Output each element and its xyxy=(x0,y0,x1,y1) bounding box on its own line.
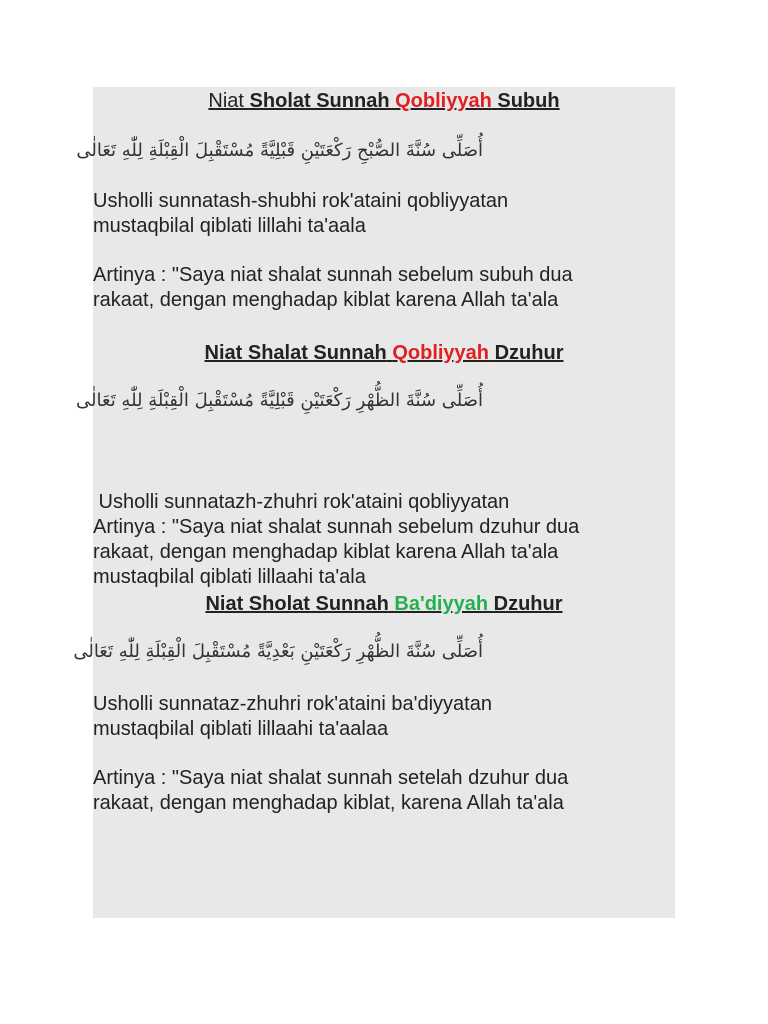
heading-highlight: Qobliyyah xyxy=(395,90,492,112)
arabic-niat-text: أُصَلِّى سُنَّةَ الصُّبْحِ رَكْعَتَيْنِ قَبْلِيَّةً مُسْتَقْبِلَ الْقِبْلَةِ لِلّٰهِ تَعَالٰى xyxy=(76,140,483,161)
text-line: mustaqbilal qiblati lillahi ta'aala xyxy=(93,215,366,237)
text-line: Usholli sunnatash-shubhi rok'ataini qobliyyatan xyxy=(93,190,509,212)
heading-title: Niat Shalat Sunnah xyxy=(204,342,387,364)
text-line: Usholli sunnatazh-zhuhri rok'ataini qobliyyatan xyxy=(93,491,510,513)
section-heading-subuh xyxy=(93,89,675,113)
heading-title: Sholat Sunnah xyxy=(249,90,390,112)
section-heading-dzuhur-badiyyah xyxy=(93,592,675,616)
heading-suffix: Dzuhur xyxy=(494,342,564,364)
heading-suffix: Subuh xyxy=(497,90,560,112)
heading-title: Niat Sholat Sunnah xyxy=(205,593,389,615)
text-line: rakaat, dengan menghadap kiblat, karena Allah ta'ala xyxy=(93,792,564,814)
document-page xyxy=(73,87,675,918)
arabic-niat-text: أُصَلِّى سُنَّةَ الظُّهْرِ رَكْعَتَيْنِ قَبْلِيَّةً مُسْتَقْبِلَ الْقِبْلَةِ لِلّٰهِ تَعَالٰى xyxy=(76,390,483,411)
translation-paragraph xyxy=(93,515,675,565)
arabic-niat-text: أُصَلِّى سُنَّةَ الظُّهْرِ رَكْعَتَيْنِ بَعْدِيَّةً مُسْتَقْبِلَ الْقِبْلَةِ لِلّٰهِ تَعَالٰى xyxy=(73,641,483,662)
translation-paragraph xyxy=(93,766,675,816)
text-line: Artinya : "Saya niat shalat sunnah sebelum dzuhur dua xyxy=(93,516,580,538)
heading-suffix: Dzuhur xyxy=(493,593,563,615)
text-line: mustaqbilal qiblati lillaahi ta'aalaa xyxy=(93,718,389,740)
translation-paragraph xyxy=(93,263,675,313)
heading-prefix: Niat xyxy=(208,90,244,112)
text-line: Artinya : "Saya niat shalat sunnah setelah dzuhur dua xyxy=(93,767,569,789)
text-line: Artinya : "Saya niat shalat sunnah sebelum subuh dua xyxy=(93,264,573,286)
text-line: rakaat, dengan menghadap kiblat karena Allah ta'ala xyxy=(93,289,559,311)
latin-transliteration xyxy=(93,189,675,239)
text-line: mustaqbilal qiblati lillaahi ta'ala xyxy=(93,566,366,588)
section-heading-dzuhur-qobliyyah xyxy=(93,341,675,365)
latin-transliteration xyxy=(93,692,675,742)
heading-highlight: Ba'diyyah xyxy=(394,593,489,615)
text-line: rakaat, dengan menghadap kiblat karena Allah ta'ala xyxy=(93,541,559,563)
text-line: Usholli sunnataz-zhuhri rok'ataini ba'diyyatan xyxy=(93,693,492,715)
heading-highlight: Qobliyyah xyxy=(392,342,490,364)
